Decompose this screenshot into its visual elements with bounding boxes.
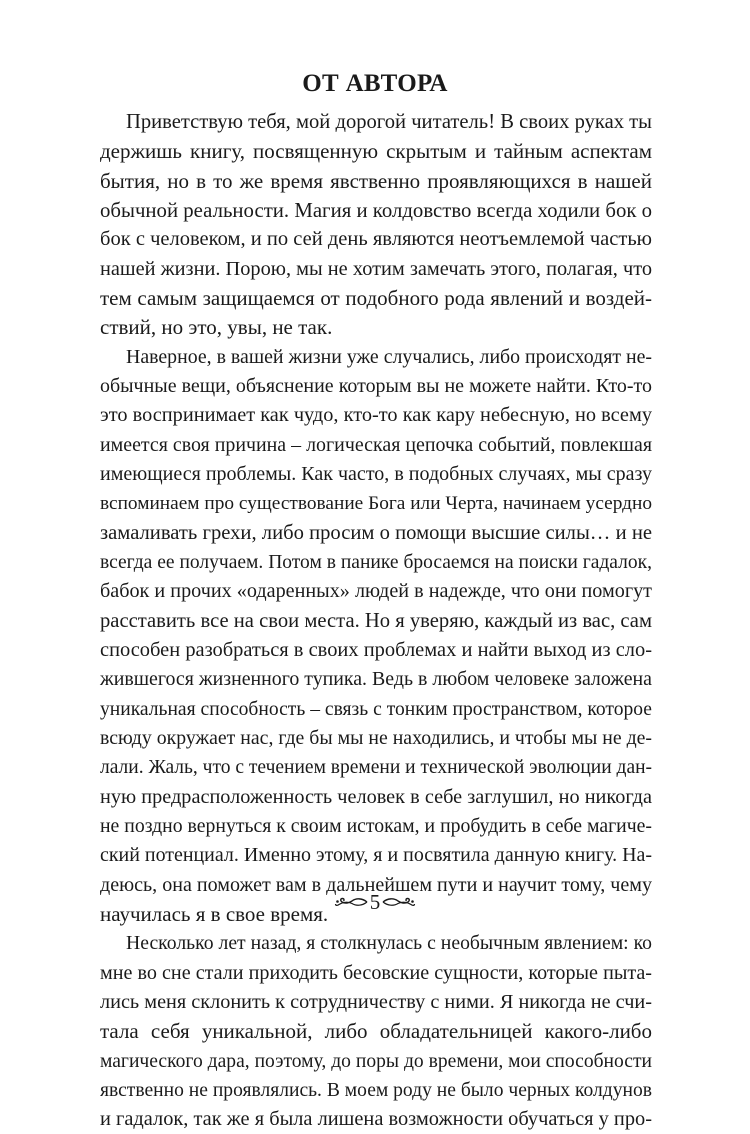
text-line: держишь книгу, посвященную скрытым и тайным аспектам — [100, 139, 652, 164]
text-line: это воспринимает как чудо, кто-то как кару небесную, но всему — [100, 404, 652, 427]
text-line: и гадалок, так же я была лишена возможности обучаться у про- — [100, 1108, 652, 1131]
ornament-right-icon — [382, 895, 416, 909]
text-line: бок с человеком, и по сей день являются неотъемлемой частью — [100, 228, 652, 251]
text-line: лись меня склонить к сотрудничеству с ними. Я никогда не счи- — [100, 990, 652, 1013]
text-line: Приветствую тебя, мой дорогой читатель! В своих руках ты — [126, 111, 652, 133]
text-line: обычной реальности. Магия и колдовство всегда ходили бок о — [100, 198, 653, 222]
body-text — [100, 108, 652, 1134]
text-line: деюсь, она поможет вам в дальнейшем пути и научит тому, чему — [100, 873, 652, 896]
text-line: имеющиеся проблемы. Как часто, в подобных случаях, мы сразу — [100, 462, 652, 485]
text-line: тала себя уникальной, либо обладательницей какого-либо — [100, 1019, 652, 1044]
text-line: научилась я в свое время. — [100, 901, 329, 926]
text-line: тем самым защищаемся от подобного рода явлений и воздей- — [100, 285, 652, 310]
text-line: замаливать грехи, либо просим о помощи высшие силы… и не — [100, 521, 652, 544]
page-number: 5 — [369, 890, 381, 914]
text-line: ствий, но это, увы, не так. — [100, 315, 333, 340]
text-line: явственно не проявлялись. В моем роду не было черных колдунов — [100, 1079, 652, 1101]
text-line: всюду окружает нас, где бы мы не находились, и чтобы мы не де- — [100, 726, 652, 749]
text-line: обычные вещи, объяснение которым вы не можете найти. Кто-то — [100, 374, 652, 397]
text-line: бытия, но в то же время явственно проявляющихся в нашей — [100, 168, 652, 193]
text-line: мне во сне стали приходить бесовские сущности, которые пыта- — [100, 961, 652, 984]
text-line: магического дара, поэтому, до поры до времени, мои способности — [100, 1050, 652, 1072]
text-line: жившегося жизненного тупика. Ведь в любом человеке заложена — [100, 668, 652, 691]
text-line: Наверное, в вашей жизни уже случались, либо происходят не- — [126, 345, 652, 368]
text-line: всегда ее получаем. Потом в панике бросаемся на поиски гадалок, — [100, 551, 652, 573]
text-line: ную предрасположенность человек в себе заглушил, но никогда — [100, 785, 652, 808]
text-line: не поздно вернуться к своим истокам, и пробудить в себе магиче- — [100, 814, 652, 837]
ornament-left-icon — [334, 895, 368, 909]
text-line: способен разобраться в своих проблемах и найти выход из сло- — [100, 638, 652, 661]
text-line: ский потенциал. Именно этому, я и посвятила данную книгу. На- — [100, 844, 652, 867]
text-line: лали. Жаль, что с течением времени и технической эволюции дан- — [100, 757, 653, 779]
chapter-title: ОТ АВТОРА — [302, 70, 448, 97]
text-line: бабок и прочих «одаренных» людей в надежде, что они помогут — [100, 580, 652, 603]
text-line: нашей жизни. Порою, мы не хотим замечать этого, полагая, что — [100, 257, 652, 280]
text-line: расставить все на свои места. Но я уверяю, каждый из вас, сам — [100, 609, 652, 632]
text-line: вспоминаем про существование Бога или Черта, начинаем усердно — [100, 493, 652, 515]
page-footer — [0, 889, 750, 915]
text-line: уникальная способность – связь с тонким пространством, которое — [100, 698, 652, 720]
text-line: Несколько лет назад, я столкнулась с необычным явлением: ко — [126, 932, 652, 955]
text-line: имеется своя причина – логическая цепочка событий, повлекшая — [100, 433, 652, 456]
